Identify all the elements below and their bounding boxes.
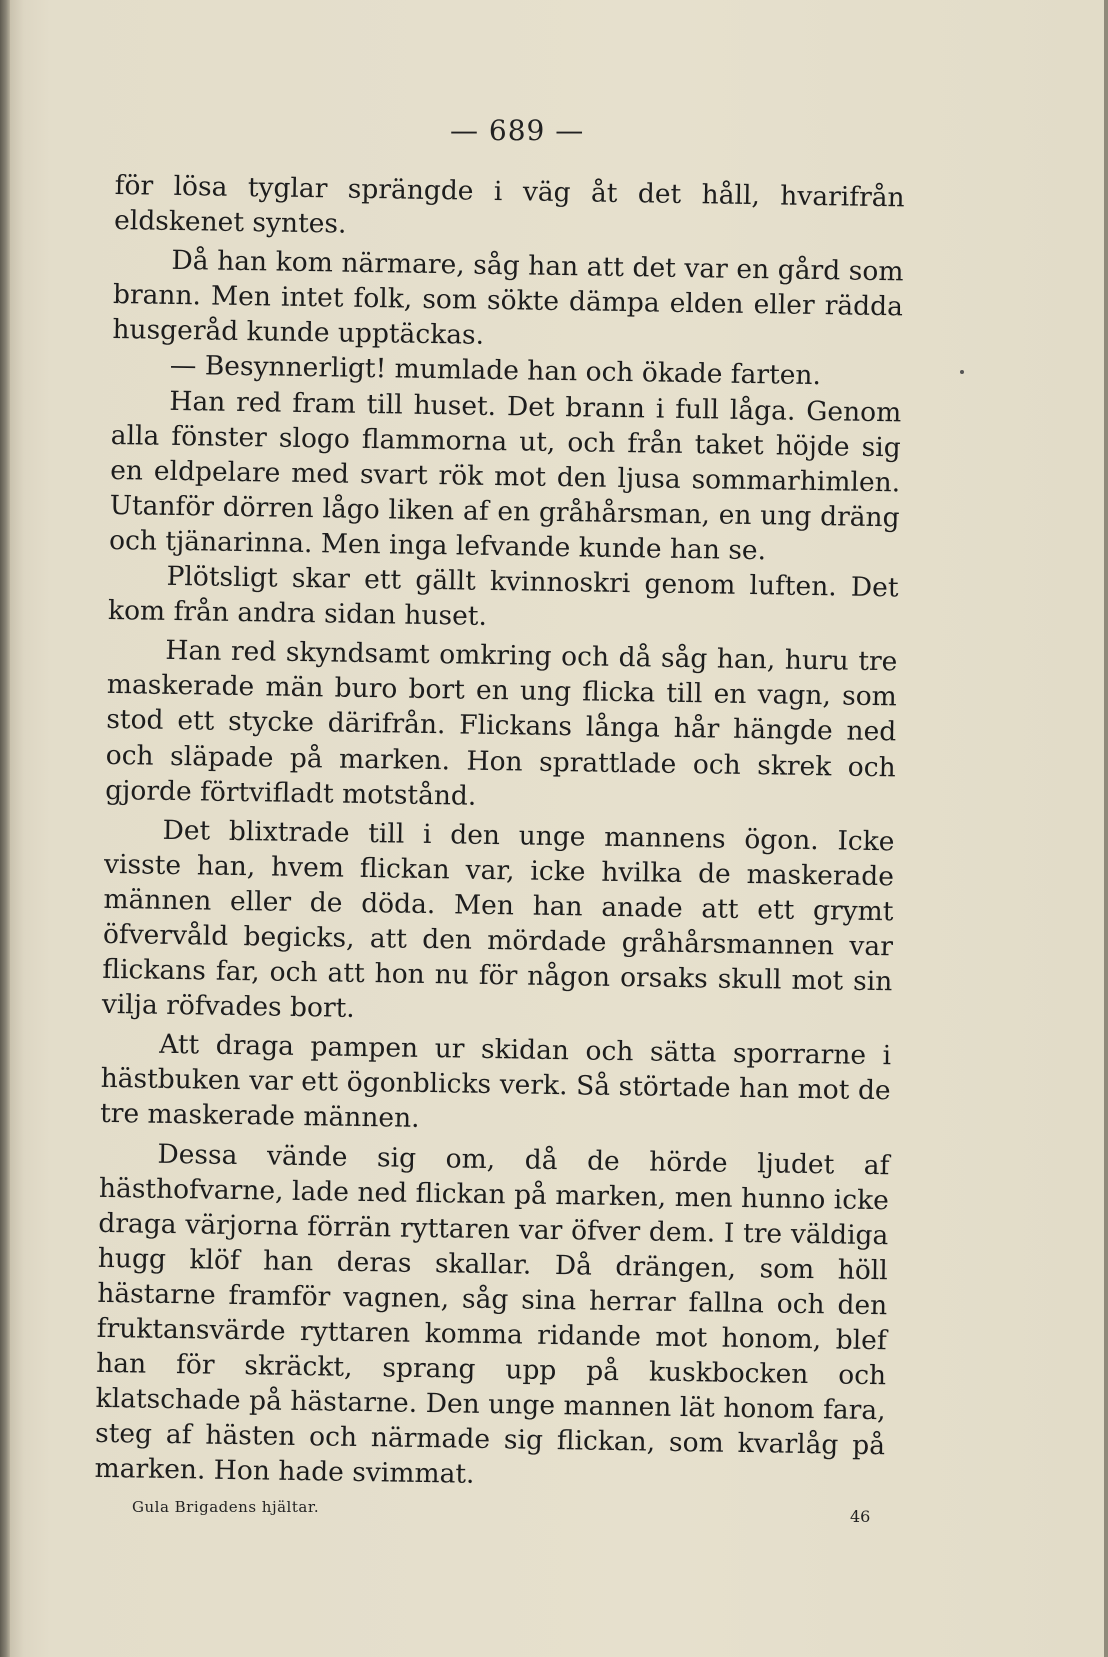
- paragraph: Plötsligt skar ett gällt kvinnoskri genom luften. Det kom från andra sidan huset.: [107, 560, 899, 633]
- body-text: [94, 168, 905, 1499]
- page-number: — 689 —: [450, 114, 585, 147]
- paragraph: för lösa tyglar sprängde i väg åt det håll, hvarifrån eldskenet syntes.: [113, 169, 905, 240]
- paragraph: Det blixtrade till i den unge mannens ögon. Icke visste han, hvem flickan var, icke hvilka de maskerade männen eller de döda. Men han anade att ett grymt öfvervåld begicks, att den mördade gråhårsmannen var flickans far, och att hon nu för någon orsaks skull mot sin vilja röfvades bort.: [101, 814, 895, 1025]
- book-spine-shadow: [0, 0, 10, 1657]
- paragraph: Dessa vände sig om, då de hörde ljudet af hästhofvarne, lade ned flickan på marken, men hunno icke draga värjorna förrän ryttaren var öfver dem. I tre väldiga hugg klöf han deras skallar. Då drängen, som höll hästarne framför vagnen, såg sina herrar fallna och den fruktansvärde ryttaren komma ridande mot honom, blef han för skräckt, sprang upp på kuskbocken och klatschade på hästarne. Den unge mannen lät honom fara, steg af hästen och närmade sig flickan, som kvarlåg på marken. Hon hade svimmat.: [94, 1138, 890, 1491]
- paragraph: Då han kom närmare, såg han att det var en gård som brann. Men intet folk, som sökte dämpa elden eller rädda husgeråd kunde upptäckas.: [112, 245, 904, 352]
- ink-speck: [960, 370, 964, 374]
- paragraph: Han red skyndsamt omkring och då såg han, huru tre maskerade män buro bort en ung flicka till en vagn, som stod ett stycke därifrån. Flickans långa hår hängde ned och släpade på marken. Hon sprattlade och skrek och gjorde förtvifladt motstånd.: [104, 635, 898, 812]
- book-page: [10, 0, 1104, 1657]
- paragraph: — Besynnerligt! mumlade han och ökade farten.: [169, 350, 822, 392]
- footer-book-title: Gula Brigadens hjältar.: [132, 1498, 320, 1516]
- signature-mark: 46: [850, 1507, 871, 1526]
- paragraph: Han red fram till huset. Det brann i full låga. Genom alla fönster slogo flammorna ut, och från taket höjde sig en eldpelare med svart rök mot den ljusa sommarhimlen. Utanför dörren lågo liken af en gråhårsman, en ung dräng och tjänarinna. Men inga lefvande kunde han se.: [108, 385, 902, 567]
- paragraph: Att draga pampen ur skidan och sätta sporrarne i hästbuken var ett ögonblicks verk. Så störtade han mot de tre maskerade männen.: [99, 1029, 892, 1135]
